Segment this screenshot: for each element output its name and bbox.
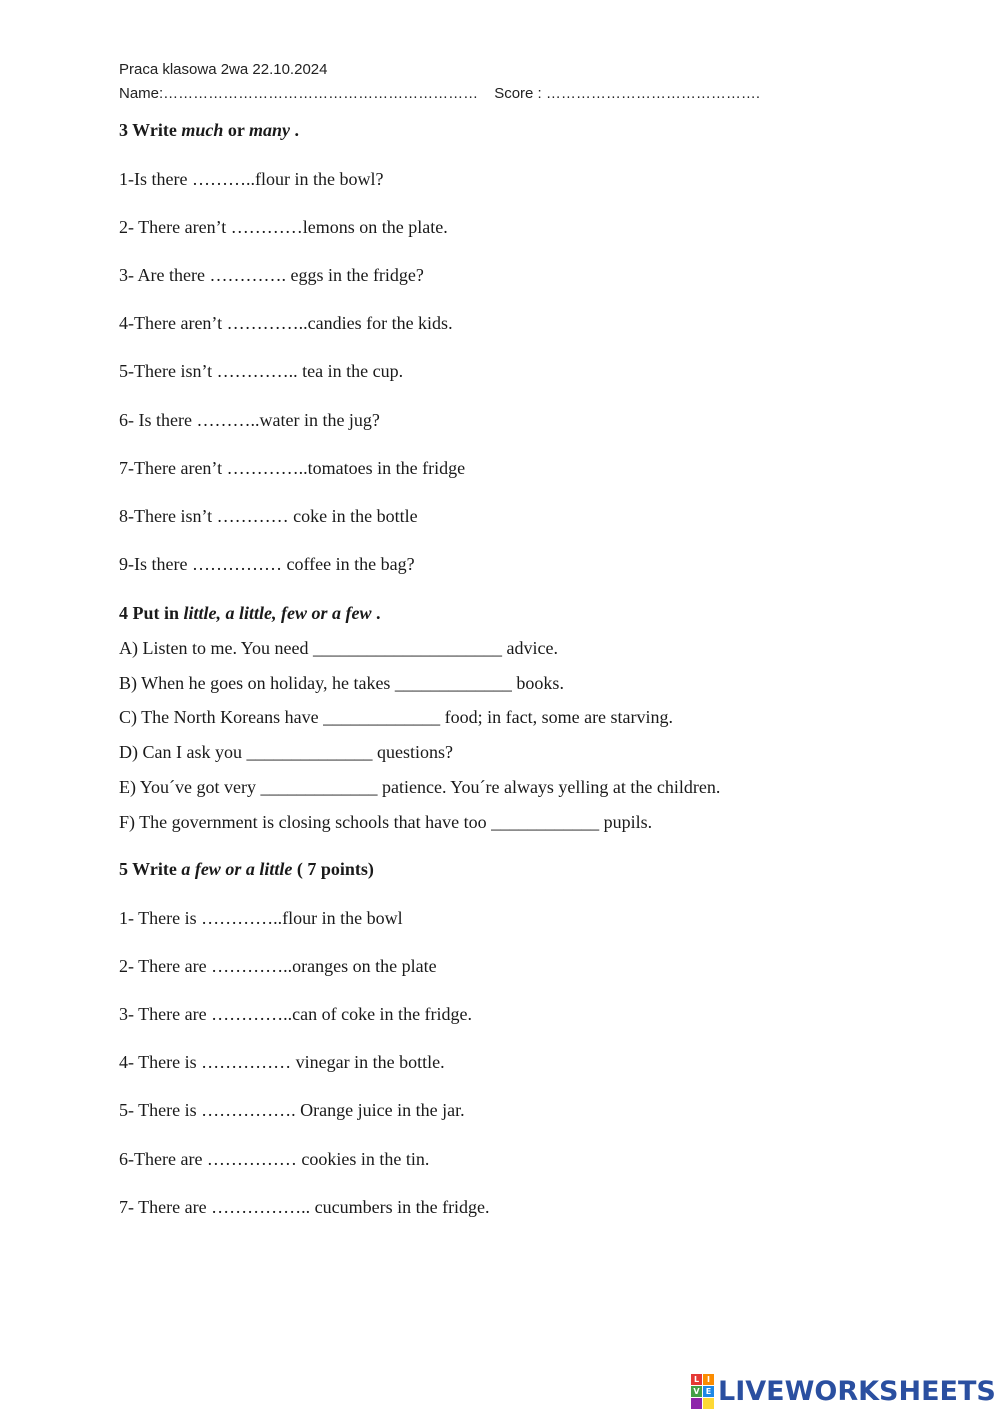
name-score-line [119,85,760,102]
exercise-3-item: 1-Is there ………..flour in the bowl? [119,169,384,189]
exercise-5-item: 3- There are …………..can of coke in the fridge. [119,1004,473,1024]
logo-squares-icon [691,1374,714,1409]
exercise-3-item: 2- There aren’t …………lemons on the plate. [119,217,448,237]
exercise-3-item: 8-There isn’t ………… coke in the bottle [119,506,418,526]
exercise-3-item: 4-There aren’t …………..candies for the kids. [119,313,453,333]
exercise-5-item: 2- There are …………..oranges on the plate [119,956,437,976]
exercise-4-item: B) When he goes on holiday, he takes _____________ books. [119,673,564,693]
exercise-4-item: D) Can I ask you ______________ questions? [119,742,453,762]
score-field: Score : ……………………………………. [494,85,761,102]
exercise-3-item: 9-Is there …………… coffee in the bag? [119,554,415,574]
word-much: much [181,120,224,140]
exercise-5-item: 4- There is …………… vinegar in the bottle. [119,1052,445,1072]
exercise-3-item: 6- Is there ………..water in the jug? [119,410,380,430]
exercise-4-item: C) The North Koreans have _____________ food; in fact, some are starving. [119,707,674,727]
word-many: many [249,120,291,140]
liveworksheets-logo[interactable] [691,1374,996,1408]
section-5-heading: 5 Write a few or a little ( 7 points) [119,859,374,879]
exercise-5-item: 7- There are …………….. cucumbers in the fridge. [119,1197,490,1217]
exercise-5-item: 1- There is …………..flour in the bowl [119,908,403,928]
logo-square: L [691,1374,702,1385]
worksheet-title: Praca klasowa 2wa 22.10.2024 [119,61,328,78]
section-4-heading: 4 Put in little, a little, few or a few . [119,603,381,623]
logo-square [691,1398,702,1409]
words-little-few: little, a little, few or a few [183,603,372,623]
exercise-3-item: 3- Are there …………. eggs in the fridge? [119,265,424,285]
section-3-heading: 3 Write much or many . [119,120,300,140]
words-a-few-a-little: a few or a little [181,859,293,879]
exercise-5-item: 6-There are …………… cookies in the tin. [119,1149,430,1169]
name-field: Name:……………………………………………………… [119,85,479,102]
logo-text: LIVEWORKSHEETS [718,1375,996,1407]
exercise-4-item: A) Listen to me. You need _____________________ advice. [119,638,558,658]
logo-square: E [703,1386,714,1397]
logo-square: I [703,1374,714,1385]
logo-square [703,1398,714,1409]
exercise-3-item: 7-There aren’t …………..tomatoes in the fridge [119,458,466,478]
exercise-3-item: 5-There isn’t ………….. tea in the cup. [119,361,404,381]
exercise-4-item: E) You´ve got very _____________ patience. You´re always yelling at the children. [119,777,721,797]
exercise-5-item: 5- There is ……………. Orange juice in the jar. [119,1100,465,1120]
exercise-4-item: F) The government is closing schools that have too ____________ pupils. [119,812,653,832]
logo-square: V [691,1386,702,1397]
